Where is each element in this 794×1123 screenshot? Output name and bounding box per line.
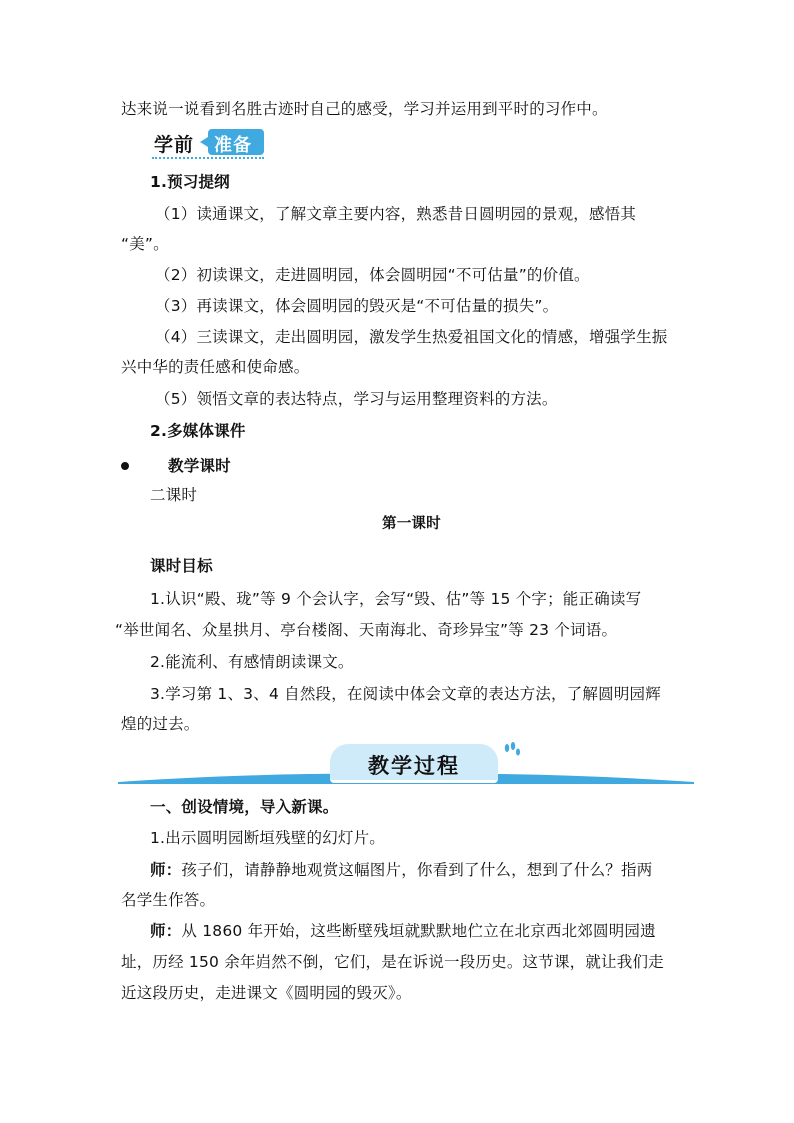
outline-item4-line2: 兴中华的责任感和使命感。 [121,358,310,376]
dialog2-speaker: 师： [150,922,182,940]
outline-item1-line2: “美”。 [121,235,169,253]
class-hours-title: 教学课时 [168,457,231,475]
goal2: 2.能流利、有感情朗读课文。 [150,653,354,671]
section1-title: 1.预习提纲 [150,173,230,191]
dialog1-line2: 名学生作答。 [121,891,216,909]
outline-item3: （3）再读课文，体会圆明园的毁灭是“不可估量的损失”。 [155,297,559,315]
process-banner [118,740,694,786]
dialog1-line1 [150,860,652,880]
prep-header [150,128,264,158]
step1-item: 1.出示圆明园断垣残壁的幻灯片。 [150,829,385,847]
dialog2-line1 [150,921,656,941]
prep-header-tag [208,129,264,155]
outline-item5: （5）领悟文章的表达特点，学习与运用整理资料的方法。 [155,390,558,408]
goal1-line1: 1.认识“殿、珑”等 9 个会认字，会写“毁、估”等 15 个字；能正确读写 [150,590,642,608]
step1-title: 一、创设情境，导入新课。 [150,798,339,816]
intro-tail-text: 达来说一说看到名胜古迹时自己的感受，学习并运用到平时的习作中。 [121,100,608,118]
goals-title: 课时目标 [150,557,213,575]
goal3-line2: 煌的过去。 [121,715,200,733]
class-hours-value: 二课时 [150,486,198,504]
dialog2-text: 从 1860 年开始，这些断壁残垣就默默地伫立在北京西北郊圆明园遗 [181,922,656,940]
outline-item1-line1: （1）读通课文，了解文章主要内容，熟悉昔日圆明园的景观，感悟其 [155,205,637,223]
process-banner-text: 教学过程 [368,754,460,778]
goal3-line1: 3.学习第 1、3、4 自然段，在阅读中体会文章的表达方法，了解圆明园辉 [150,685,661,703]
dialog2-line2: 址，历经 150 余年岿然不倒，它们，是在诉说一段历史。这节课，就让我们走 [121,953,664,971]
lesson-title: 第一课时 [382,516,441,532]
goal1-line2: “举世闻名、众星拱月、亭台楼阁、天南海北、奇珍异宝”等 23 个词语。 [115,621,618,639]
dialog1-text: 孩子们，请静静地观赏这幅图片，你看到了什么，想到了什么？指两 [181,861,653,879]
outline-item2: （2）初读课文，走进圆明园，体会圆明园“不可估量”的价值。 [155,266,590,284]
water-drops-icon [502,740,522,762]
dialog1-speaker: 师： [150,861,182,879]
section2-title: 2.多媒体课件 [150,422,246,440]
dialog2-line3: 近这段历史，走进课文《圆明园的毁灭》。 [121,984,412,1002]
prep-header-part1: 学前 [154,134,195,156]
prep-header-part2: 准备 [214,135,252,156]
prep-header-underline [152,157,264,159]
process-banner-pill [330,744,498,783]
outline-item4-line1: （4）三读课文，走出圆明园，激发学生热爱祖国文化的情感，增强学生振 [155,328,668,346]
bullet-dot-icon [121,462,129,470]
